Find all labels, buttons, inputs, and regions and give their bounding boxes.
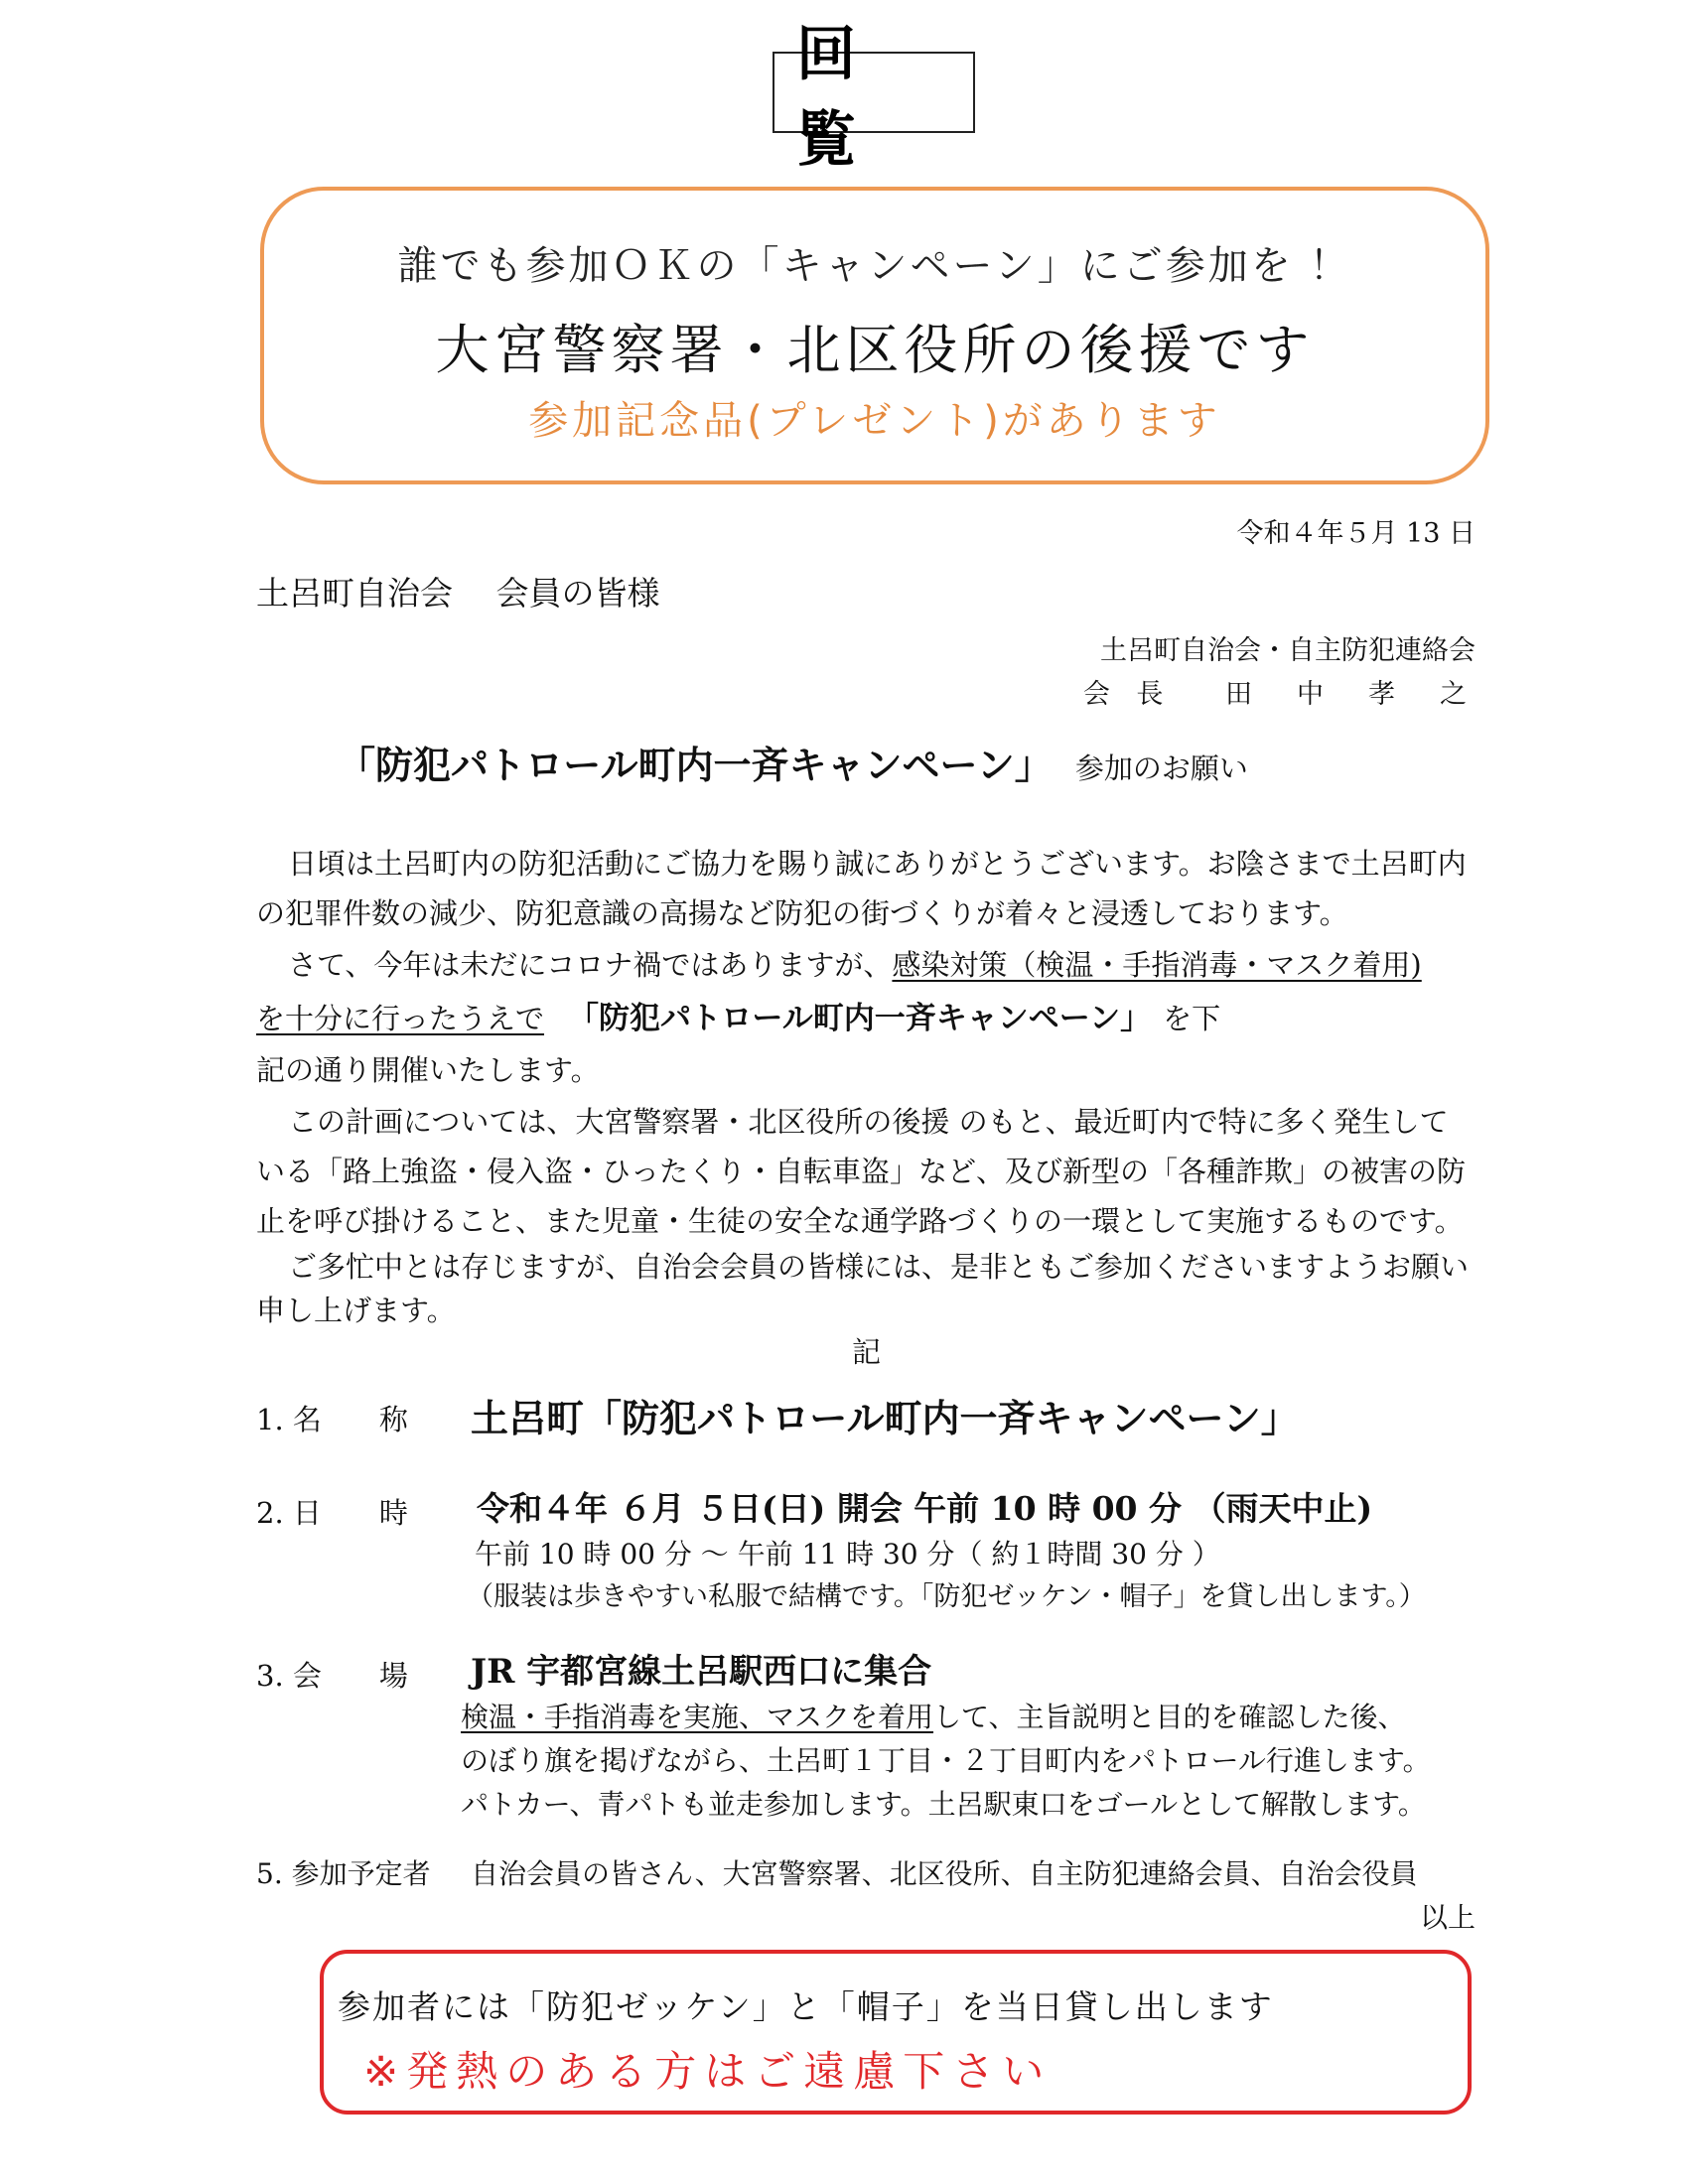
paragraph-line: ご多忙中とは存じますが、自治会会員の皆様には、是非ともご参加くださいますようお願い — [288, 1250, 1470, 1284]
letter-title — [338, 735, 1248, 789]
letter-recipient: 土呂町自治会 会員の皆様 — [256, 574, 660, 613]
sender-organization: 土呂町自治会・自主防犯連絡会 — [1100, 635, 1476, 666]
paragraph-line: 記の通り開催いたします。 — [256, 1053, 600, 1087]
campaign-support-text: 大宮警察署・北区役所の後援です — [435, 319, 1315, 381]
venue-detail-line — [461, 1696, 1405, 1735]
item-value-venue: JR 宇都宮線土呂駅西口に集合 — [471, 1652, 932, 1692]
item-value-name: 土呂町「防犯パトロール町内一斉キャンペーン」 — [471, 1397, 1299, 1440]
campaign-name-inline: 「防犯パトロール町内一斉キャンペーン」 — [568, 1001, 1152, 1036]
letter-date: 令和４年５月 13 日 — [1236, 518, 1476, 549]
paragraph-line: の犯罪件数の減少、防犯意識の高揚など防犯の街づくりが着々と浸透しております。 — [256, 896, 1348, 930]
paragraph-line: いる「路上強盗・侵入盗・ひったくり・自転車盗」など、及び新型の「各種詐欺」の被害の防 — [256, 1155, 1467, 1188]
campaign-gift-text: 参加記念品(プレゼント)があります — [528, 398, 1221, 444]
item-value-participants: 自治会員の皆さん、大宮警察署、北区役所、自主防犯連絡会員、自治会役員 — [471, 1857, 1418, 1890]
paragraph-line: 止を呼び掛けること、また児童・生徒の安全な通学路づくりの一環として実施するものです。 — [256, 1204, 1464, 1238]
paragraph-text: を下 — [1163, 1002, 1221, 1035]
circular-notice-heading: 回 覧 — [773, 52, 975, 133]
sender-name: 会 長 田 中 孝 之 — [1082, 679, 1476, 710]
notice-loan-text: 参加者には「防犯ゼッケン」と「帽子」を当日貸し出します — [338, 1987, 1274, 2026]
item-label-date: 2. 日 時 — [256, 1496, 408, 1530]
venue-detail-line: のぼり旗を掲げながら、土呂町１丁目・２丁目町内をパトロール行進します。 — [461, 1744, 1431, 1777]
paragraph-text: を十分に行ったうえで — [256, 1002, 545, 1035]
item-date-duration: 午前 10 時 00 分 ～ 午前 11 時 30 分（ 約１時間 30 分 ） — [475, 1538, 1220, 1570]
item-label-participants: 5. 参加予定者 — [256, 1857, 431, 1890]
item-label-venue: 3. 会 場 — [256, 1659, 408, 1693]
campaign-highlight-box — [260, 187, 1489, 484]
paragraph-line — [256, 993, 1220, 1037]
paragraph-text: さて、今年は未だにコロナ禍ではありますが、 — [288, 948, 893, 982]
notice-box — [320, 1950, 1472, 2115]
closing-text: 以上 — [1419, 1901, 1476, 1934]
paragraph-line: 日頃は土呂町内の防犯活動にご協力を賜り誠にありがとうございます。お陰さまで土呂町内 — [288, 847, 1467, 881]
venue-detail-line: パトカー、青パトも並走参加します。土呂駅東口をゴールとして解散します。 — [461, 1788, 1426, 1821]
item-date-dress-note: （服装は歩きやすい私服で結構です。｢防犯ゼッケン・帽子」を貸し出します。） — [467, 1581, 1426, 1612]
paragraph-line — [288, 943, 1422, 984]
venue-measures-text: 検温・手指消毒を実施、マスクを着用 — [461, 1701, 934, 1733]
paragraph-line: 申し上げます。 — [256, 1294, 456, 1327]
ki-marker: 記 — [852, 1335, 882, 1369]
venue-detail-text: して、主旨説明と目的を確認した後、 — [933, 1701, 1406, 1733]
item-label-name: 1. 名 称 — [256, 1403, 408, 1436]
notice-fever-warning: ※発熱のある方はご遠慮下さい — [363, 2047, 1053, 2096]
item-value-date: 令和４年 ６月 ５日(日) 開会 午前 10 時 00 分 （雨天中止) — [477, 1489, 1373, 1528]
paragraph-line: この計画については、大宮警察署・北区役所の後援 のもと、最近町内で特に多く発生して — [288, 1105, 1449, 1139]
campaign-invite-text: 誰でも参加ＯＫの「キャンペーン」にご参加を ！ — [397, 243, 1352, 289]
letter-title-suffix: 参加のお願い — [1074, 751, 1248, 785]
letter-title-main: 「防犯パトロール町内一斉キャンペーン」 — [338, 744, 1053, 787]
infection-measures-text: 感染対策（検温・手指消毒・マスク着用) — [892, 948, 1422, 982]
